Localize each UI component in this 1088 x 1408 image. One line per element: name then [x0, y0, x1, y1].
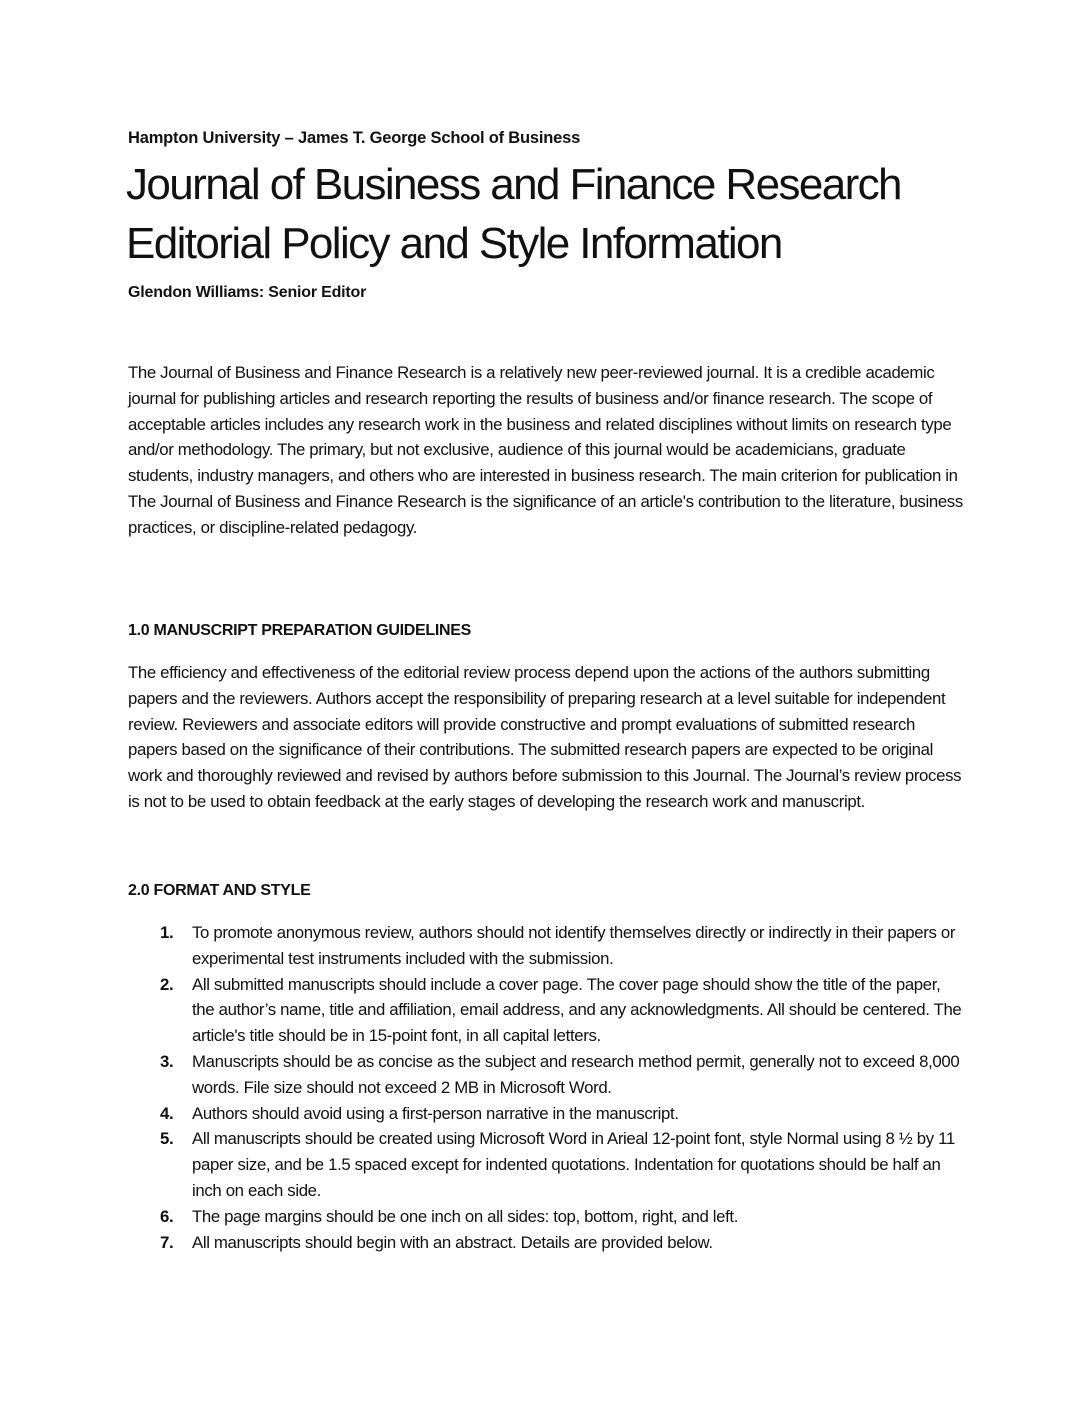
list-item	[128, 1101, 963, 1127]
section-heading-manuscript-guidelines: 1.0 MANUSCRIPT PREPARATION GUIDELINES	[128, 622, 472, 639]
list-item	[128, 1049, 963, 1101]
format-style-list	[128, 920, 963, 1255]
list-text: All manuscripts should be created using Microsoft Word in Arieal 12-point font, style Normal using 8 ½ by 11 paper size, and be 1.5 spaced except for indented quotations. Indentation for quotations should be half an inch on each side.	[192, 1129, 955, 1200]
list-number: 1.	[160, 923, 174, 942]
list-item	[128, 1204, 963, 1230]
list-item	[128, 972, 963, 1049]
list-item	[128, 1230, 963, 1256]
list-number: 6.	[160, 1206, 174, 1226]
list-number: 3.	[160, 1051, 174, 1071]
list-text: To promote anonymous review, authors should not identify themselves directly or indirectly in their papers or experimental test instruments included with the submission.	[192, 923, 956, 968]
intro-paragraph: The Journal of Business and Finance Research is a relatively new peer-reviewed journal. It is a credible academic journal for publishing articles and research reporting the results of business and/or finance research. The scope of acceptable articles includes any research work in the business and related disciplines without limits on research type and/or methodology. The primary, but not exclusive, audience of this journal would be academicians, graduate students, industry managers, and others who are interested in business research. The main criterion for publication in The Journal of Business and Finance Research is the significance of an article's contribution to the literature, business practices, or discipline-related pedagogy.	[128, 363, 963, 537]
journal-title: Journal of Business and Finance Research	[126, 160, 901, 209]
list-number: 7.	[160, 1232, 174, 1252]
list-text: Manuscripts should be as concise as the subject and research method permit, generally not to exceed 8,000 words. File size should not exceed 2 MB in Microsoft Word.	[192, 1051, 960, 1097]
list-text: The page margins should be one inch on all sides: top, bottom, right, and left.	[192, 1206, 739, 1226]
list-text: Authors should avoid using a first-person narrative in the manuscript.	[192, 1103, 679, 1123]
list-number: 5.	[160, 1129, 174, 1149]
list-item	[128, 920, 963, 972]
document-subtitle: Editorial Policy and Style Information	[126, 219, 782, 268]
list-item	[128, 1126, 963, 1203]
list-number: 4.	[160, 1103, 174, 1123]
manuscript-guidelines-paragraph: The efficiency and effectiveness of the editorial review process depend upon the actions of the authors submitting papers and the reviewers. Authors accept the responsibility of preparing research at a level suitable for independent review. Reviewers and associate editors will provide constructive and prompt evaluations of submitted research papers based on the significance of their contributions. The submitted research papers are expected to be original work and thoroughly reviewed and revised by authors before submission to this Journal. The Journal’s review process is not to be used to obtain feedback at the early stages of developing the research work and manuscript.	[128, 663, 962, 811]
senior-editor: Glendon Williams: Senior Editor	[128, 284, 367, 301]
list-text: All manuscripts should begin with an abstract. Details are provided below.	[192, 1232, 713, 1252]
section-heading-format-style: 2.0 FORMAT AND STYLE	[128, 882, 311, 899]
list-number: 2.	[160, 974, 174, 994]
list-text: All submitted manuscripts should include a cover page. The cover page should show the title of the paper, the author’s name, title and affiliation, email address, and any acknowledgments. All should be centered. The article's title should be in 15-point font, in all capital letters.	[192, 974, 962, 1046]
school-name: Hampton University – James T. George School of Business	[128, 129, 581, 147]
